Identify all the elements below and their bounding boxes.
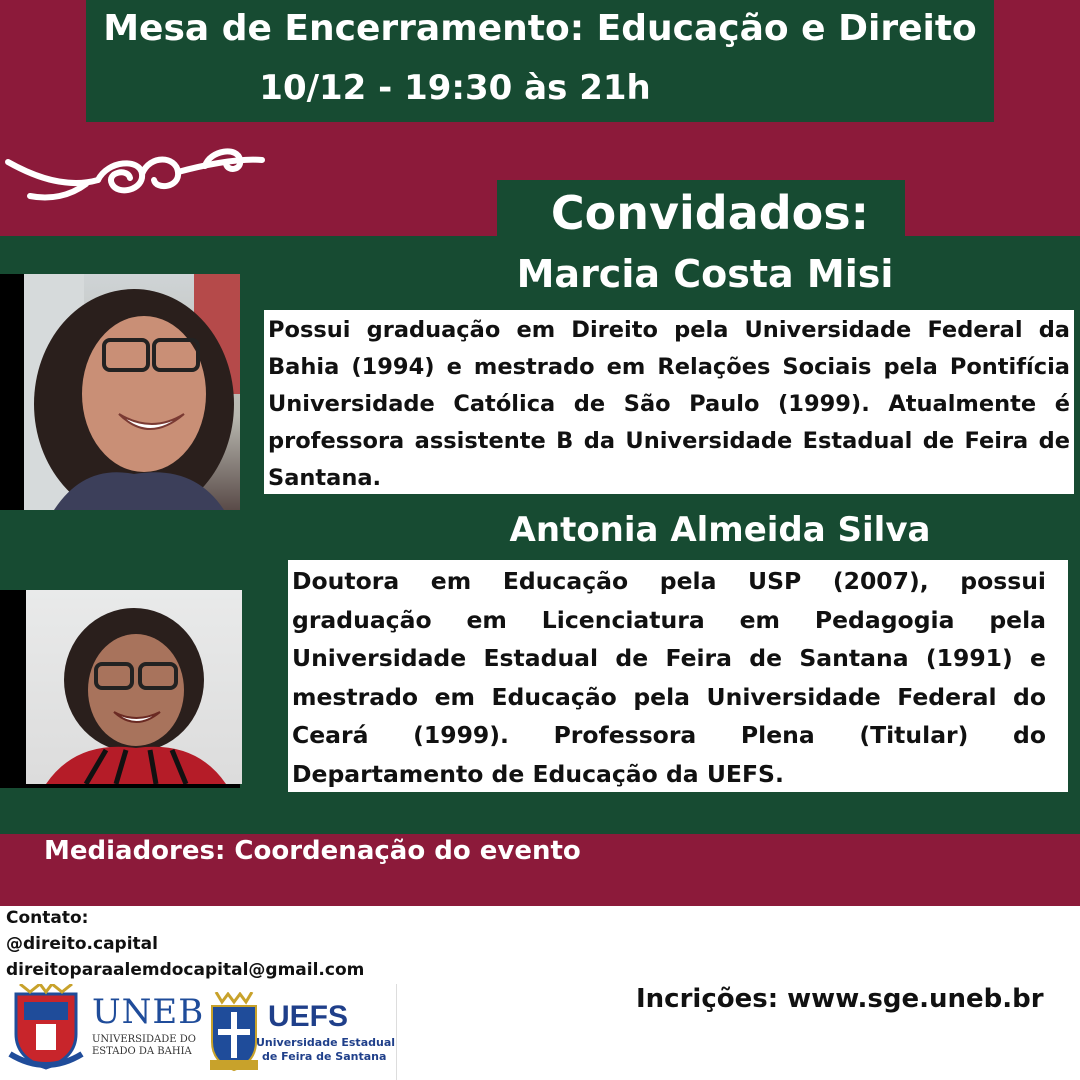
registration-text: Incrições: www.sge.uneb.br bbox=[636, 984, 1044, 1014]
guests-heading: Convidados: bbox=[550, 186, 870, 240]
uefs-name: UEFS bbox=[268, 1000, 349, 1033]
uefs-subtitle-1: Universidade Estadual bbox=[256, 1036, 396, 1049]
contact-email: direitoparaalemdocapital@gmail.com bbox=[6, 960, 365, 980]
guest-photo-antonia bbox=[26, 590, 242, 784]
guest-bio: Possui graduação em Direito pela Universidade Federal da Bahia (1994) e mestrado em Relações Sociais pela Pontifícia Universidade Católica de São Paulo (1999). Atualmente é professora assistente B da Universidade Estadual de Feira de Santana. bbox=[264, 310, 1074, 494]
uefs-crest-icon bbox=[206, 992, 262, 1072]
event-title: Mesa de Encerramento: Educação e Direito bbox=[103, 8, 977, 49]
contact-label: Contato: bbox=[6, 908, 89, 928]
logos-area bbox=[0, 984, 397, 1080]
uneb-subtitle-1: UNIVERSIDADE DO bbox=[92, 1034, 196, 1045]
uneb-subtitle-2: ESTADO DA BAHIA bbox=[92, 1046, 192, 1057]
uneb-crest-icon bbox=[6, 984, 86, 1072]
guest-name: Antonia Almeida Silva bbox=[509, 510, 931, 550]
uneb-name: UNEB bbox=[92, 992, 205, 1032]
flourish-ornament-icon bbox=[0, 140, 270, 230]
uefs-subtitle-2: de Feira de Santana bbox=[262, 1050, 387, 1063]
mediators-text: Mediadores: Coordenação do evento bbox=[44, 836, 581, 866]
event-datetime: 10/12 - 19:30 às 21h bbox=[259, 68, 651, 108]
guest-name: Marcia Costa Misi bbox=[516, 252, 894, 296]
guest-bio: Doutora em Educação pela USP (2007), possui graduação em Licenciatura em Pedagogia pela Universidade Estadual de Feira de Santana (1991) e mestrado em Educação pela Universidade Federal do Ceará (1999). Professora Plena (Titular) do Departamento de Educação da UEFS. bbox=[288, 560, 1068, 792]
contact-handle: @direito.capital bbox=[6, 934, 158, 954]
guest-photo-marcia bbox=[24, 274, 240, 510]
